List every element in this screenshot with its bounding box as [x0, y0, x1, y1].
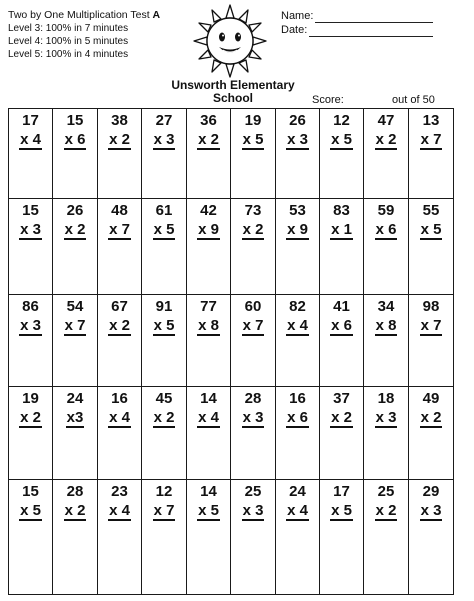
- problem-cell[interactable]: [52, 108, 98, 199]
- multiplier: x 5: [20, 502, 41, 519]
- problem: [231, 297, 275, 336]
- problem-cell[interactable]: [275, 386, 320, 480]
- multiplier: x 4: [287, 317, 308, 334]
- multiplier: x 8: [375, 317, 397, 334]
- problem: [320, 111, 363, 150]
- problem-cell[interactable]: [319, 479, 364, 595]
- date-label: Date:: [281, 24, 308, 36]
- problem: [142, 297, 186, 336]
- multiplicand: 38: [111, 112, 128, 129]
- problem: [320, 482, 363, 521]
- problem-cell[interactable]: [97, 108, 142, 199]
- date-field[interactable]: [309, 25, 433, 37]
- multiplicand: 98: [422, 298, 440, 315]
- multiplier: x3: [66, 409, 84, 426]
- multiplicand: 27: [155, 112, 173, 129]
- problem-cell[interactable]: [8, 386, 53, 480]
- multiplier: x 7: [153, 502, 175, 519]
- problem-cell[interactable]: [186, 108, 231, 199]
- multiplier: x 3: [287, 131, 308, 148]
- score-label: Score:: [312, 94, 344, 106]
- multiplier: x 1: [331, 221, 352, 238]
- problem-cell[interactable]: [408, 479, 454, 595]
- multiplicand: 19: [22, 390, 39, 407]
- test-title: Two by One Multiplication Test A: [8, 9, 161, 21]
- multiplier: x 4: [109, 409, 130, 426]
- multiplicand: 15: [66, 112, 84, 129]
- problem-cell[interactable]: [363, 479, 409, 595]
- multiplier: x 4: [287, 502, 308, 519]
- multiplicand: 45: [155, 390, 173, 407]
- multiplier: x 9: [287, 221, 308, 238]
- multiplier: x 2: [331, 409, 352, 426]
- problem: [142, 389, 186, 428]
- problem: [187, 201, 230, 240]
- multiplier: x 3: [153, 131, 175, 148]
- multiplicand: 15: [22, 483, 39, 500]
- problem: [409, 482, 453, 521]
- multiplier: x 6: [64, 131, 86, 148]
- multiplicand: 83: [333, 202, 350, 219]
- multiplier: x 5: [331, 131, 352, 148]
- problem: [364, 482, 408, 521]
- multiplier: x 4: [198, 409, 219, 426]
- multiplier: x 3: [242, 409, 264, 426]
- problem-cell[interactable]: [52, 479, 98, 595]
- multiplicand: 36: [200, 112, 217, 129]
- multiplicand: 82: [289, 298, 306, 315]
- problem: [98, 482, 141, 521]
- multiplier: x 5: [198, 502, 219, 519]
- level-4-text: Level 4: 100% in 5 minutes: [8, 36, 129, 47]
- problem: [53, 482, 97, 521]
- multiplicand: 23: [111, 483, 128, 500]
- problem: [53, 389, 97, 428]
- problem-cell[interactable]: [141, 294, 187, 387]
- multiplier: x 2: [420, 409, 442, 426]
- problem-cell[interactable]: [141, 198, 187, 295]
- problem: [276, 111, 319, 150]
- multiplicand: 60: [244, 298, 262, 315]
- problem-cell[interactable]: [230, 294, 276, 387]
- multiplier: x 2: [198, 131, 219, 148]
- multiplier: x 7: [109, 221, 130, 238]
- multiplier: x 5: [420, 221, 442, 238]
- problem: [364, 111, 408, 150]
- problem-cell[interactable]: [52, 294, 98, 387]
- problem-cell[interactable]: [97, 294, 142, 387]
- multiplier: x 3: [20, 317, 41, 334]
- multiplicand: 37: [333, 390, 350, 407]
- multiplicand: 41: [333, 298, 350, 315]
- multiplicand: 77: [200, 298, 217, 315]
- problem: [409, 389, 453, 428]
- problem-cell[interactable]: [186, 386, 231, 480]
- problem-cell[interactable]: [52, 386, 98, 480]
- problem: [187, 482, 230, 521]
- multiplier: x 5: [331, 502, 352, 519]
- multiplier: x 2: [109, 317, 130, 334]
- problem: [276, 201, 319, 240]
- multiplicand: 42: [200, 202, 217, 219]
- multiplier: x 9: [198, 221, 219, 238]
- problem-cell[interactable]: [186, 479, 231, 595]
- multiplier: x 4: [109, 502, 130, 519]
- problem: [231, 482, 275, 521]
- multiplier: x 2: [375, 502, 397, 519]
- problem: [364, 297, 408, 336]
- problem-cell[interactable]: [363, 386, 409, 480]
- problem: [142, 482, 186, 521]
- multiplier: x 6: [287, 409, 308, 426]
- multiplicand: 53: [289, 202, 306, 219]
- multiplier: x 2: [109, 131, 130, 148]
- problem: [320, 389, 363, 428]
- problem: [231, 111, 275, 150]
- multiplicand: 73: [244, 202, 262, 219]
- problem-cell[interactable]: [275, 479, 320, 595]
- multiplicand: 24: [66, 390, 84, 407]
- multiplicand: 28: [66, 483, 84, 500]
- multiplier: x 3: [242, 502, 264, 519]
- problem-cell[interactable]: [319, 108, 364, 199]
- title-block: [8, 9, 160, 61]
- problem: [276, 482, 319, 521]
- multiplier: x 5: [242, 131, 264, 148]
- date-row: [281, 23, 433, 37]
- problem: [9, 389, 52, 428]
- multiplicand: 55: [422, 202, 440, 219]
- problem-cell[interactable]: [408, 386, 454, 480]
- name-row: [281, 9, 433, 23]
- multiplicand: 17: [22, 112, 39, 129]
- problem-cell[interactable]: [186, 294, 231, 387]
- problem-cell[interactable]: [8, 294, 53, 387]
- multiplicand: 15: [22, 202, 39, 219]
- problem: [364, 201, 408, 240]
- multiplier: x 2: [64, 221, 86, 238]
- problem-cell[interactable]: [275, 198, 320, 295]
- problem-cell[interactable]: [408, 294, 454, 387]
- multiplier: x 3: [375, 409, 397, 426]
- problem-cell[interactable]: [230, 198, 276, 295]
- problem: [98, 201, 141, 240]
- multiplier: x 7: [242, 317, 264, 334]
- problem-cell[interactable]: [275, 294, 320, 387]
- multiplicand: 18: [377, 390, 395, 407]
- problem-cell[interactable]: [97, 479, 142, 595]
- multiplicand: 25: [377, 483, 395, 500]
- multiplicand: 26: [289, 112, 306, 129]
- problem-cell[interactable]: [319, 386, 364, 480]
- name-label: Name:: [281, 10, 314, 22]
- multiplicand: 12: [155, 483, 173, 500]
- multiplier: x 2: [242, 221, 264, 238]
- problem-cell[interactable]: [52, 198, 98, 295]
- problem-grid: [8, 108, 453, 594]
- multiplicand: 16: [289, 390, 306, 407]
- problem: [53, 297, 97, 336]
- problem-cell[interactable]: [186, 198, 231, 295]
- multiplicand: 34: [377, 298, 395, 315]
- multiplicand: 47: [377, 112, 395, 129]
- multiplicand: 19: [244, 112, 262, 129]
- problem: [187, 297, 230, 336]
- problem: [9, 201, 52, 240]
- problem: [53, 201, 97, 240]
- out-of-label: out of 50: [392, 94, 435, 106]
- multiplicand: 67: [111, 298, 128, 315]
- problem-cell[interactable]: [97, 198, 142, 295]
- multiplier: x 5: [153, 221, 175, 238]
- multiplier: x 7: [64, 317, 86, 334]
- problem-cell[interactable]: [363, 294, 409, 387]
- problem: [231, 201, 275, 240]
- multiplier: x 3: [420, 502, 442, 519]
- test-version: A: [152, 9, 161, 21]
- problem: [187, 389, 230, 428]
- problem: [276, 297, 319, 336]
- problem: [231, 389, 275, 428]
- problem-cell[interactable]: [141, 479, 187, 595]
- problem-cell[interactable]: [230, 386, 276, 480]
- problem: [53, 111, 97, 150]
- problem-cell[interactable]: [8, 198, 53, 295]
- name-date-block: [281, 9, 433, 37]
- problem: [364, 389, 408, 428]
- level-3-text: Level 3: 100% in 7 minutes: [8, 23, 129, 34]
- multiplier: x 2: [64, 502, 86, 519]
- multiplicand: 29: [422, 483, 440, 500]
- problem: [9, 482, 52, 521]
- multiplier: x 8: [198, 317, 219, 334]
- problem-cell[interactable]: [319, 198, 364, 295]
- multiplier: x 2: [153, 409, 175, 426]
- multiplicand: 48: [111, 202, 128, 219]
- multiplicand: 91: [155, 298, 173, 315]
- problem-cell[interactable]: [230, 479, 276, 595]
- multiplier: x 7: [420, 131, 442, 148]
- multiplier: x 6: [375, 221, 397, 238]
- multiplicand: 16: [111, 390, 128, 407]
- problem-cell[interactable]: [230, 108, 276, 199]
- problem: [98, 389, 141, 428]
- problem: [409, 201, 453, 240]
- problem: [9, 297, 52, 336]
- multiplier: x 5: [153, 317, 175, 334]
- multiplier: x 2: [375, 131, 397, 148]
- multiplicand: 13: [422, 112, 440, 129]
- multiplicand: 24: [289, 483, 306, 500]
- multiplicand: 26: [66, 202, 84, 219]
- multiplicand: 17: [333, 483, 350, 500]
- multiplicand: 61: [155, 202, 173, 219]
- multiplier: x 6: [331, 317, 352, 334]
- multiplicand: 12: [333, 112, 350, 129]
- level-5-text: Level 5: 100% in 4 minutes: [8, 49, 129, 60]
- school-name: Unsworth Elementary School: [171, 78, 295, 105]
- problem: [98, 111, 141, 150]
- problem: [320, 297, 363, 336]
- multiplicand: 28: [244, 390, 262, 407]
- multiplicand: 86: [22, 298, 39, 315]
- sun-icon: [193, 4, 267, 78]
- multiplicand: 59: [377, 202, 395, 219]
- problem-cell[interactable]: [8, 108, 53, 199]
- multiplicand: 25: [244, 483, 262, 500]
- problem-cell[interactable]: [141, 108, 187, 199]
- problem: [320, 201, 363, 240]
- problem-cell[interactable]: [363, 108, 409, 199]
- name-field[interactable]: [315, 11, 433, 23]
- multiplicand: 14: [200, 390, 217, 407]
- problem: [409, 111, 453, 150]
- problem: [98, 297, 141, 336]
- multiplicand: 14: [200, 483, 217, 500]
- problem-cell[interactable]: [8, 479, 53, 595]
- multiplicand: 54: [66, 298, 84, 315]
- multiplicand: 49: [422, 390, 440, 407]
- problem: [142, 201, 186, 240]
- multiplier: x 7: [420, 317, 442, 334]
- problem: [9, 111, 52, 150]
- problem-cell[interactable]: [275, 108, 320, 199]
- problem-cell[interactable]: [97, 386, 142, 480]
- multiplier: x 2: [20, 409, 41, 426]
- multiplier: x 3: [20, 221, 41, 238]
- problem-cell[interactable]: [408, 198, 454, 295]
- problem-cell[interactable]: [141, 386, 187, 480]
- problem-cell[interactable]: [319, 294, 364, 387]
- problem: [409, 297, 453, 336]
- problem-cell[interactable]: [408, 108, 454, 199]
- problem: [142, 111, 186, 150]
- multiplier: x 4: [20, 131, 41, 148]
- problem: [276, 389, 319, 428]
- problem: [187, 111, 230, 150]
- problem-cell[interactable]: [363, 198, 409, 295]
